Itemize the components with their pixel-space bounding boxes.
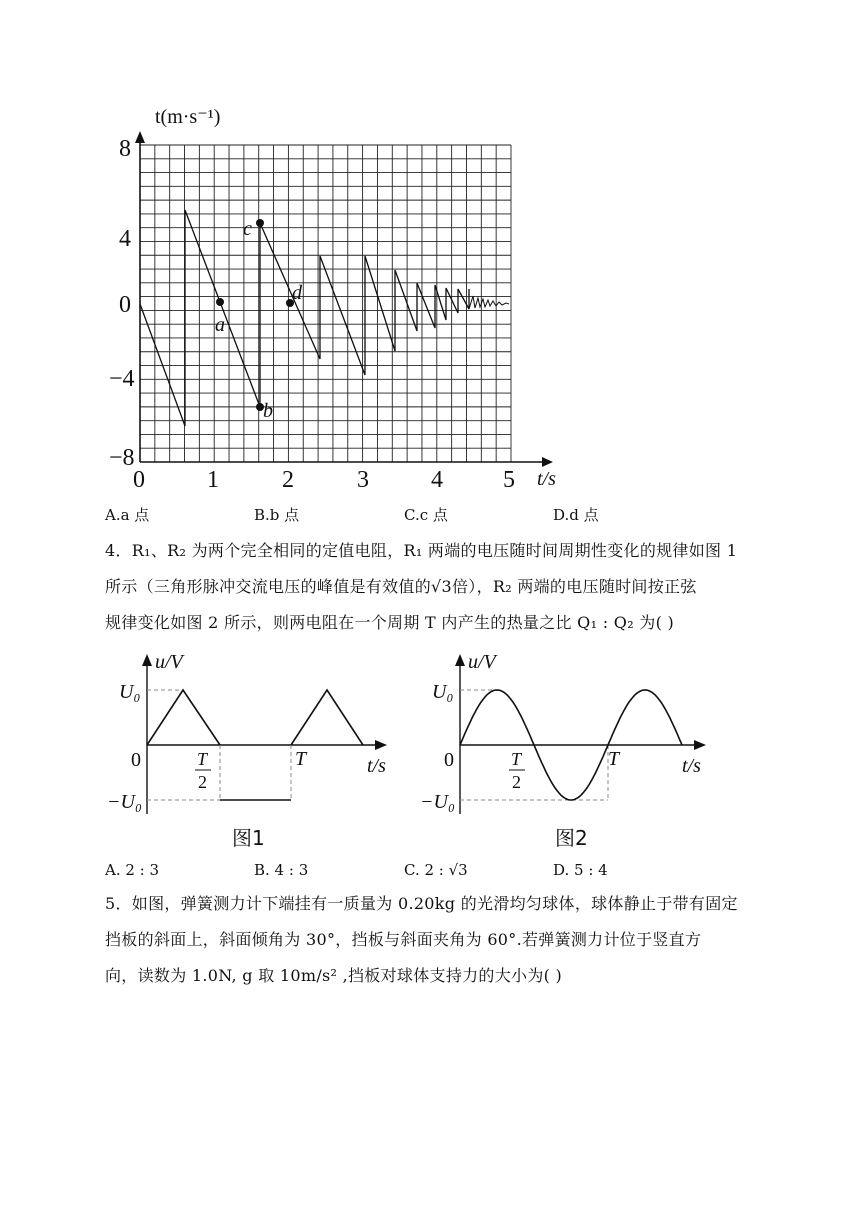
figure-1-triangle-voltage: [105, 648, 395, 848]
q3-option-c[interactable]: C.c 点: [404, 506, 448, 524]
damped-oscillation: [469, 296, 509, 309]
point-c: [256, 219, 264, 227]
q5-line-3: 向，读数为 1.0N, g 取 10m/s² ,挡板对球体支持力的大小为( ): [105, 966, 563, 985]
ytick-8: 8: [119, 136, 131, 162]
svg-text:u/V: u/V: [155, 651, 183, 673]
svg-text:t/s: t/s: [367, 755, 386, 777]
q3-option-d[interactable]: D.d 点: [553, 506, 599, 524]
xtick-3: 3: [357, 467, 369, 493]
svg-text:0: 0: [444, 749, 454, 771]
label-c: c: [243, 218, 252, 240]
q4-line-3: 规律变化如图 2 所示，则两电阻在一个周期 T 内产生的热量之比 Q₁ : Q₂ 为( ): [105, 613, 675, 632]
xtick-2: 2: [282, 467, 294, 493]
graph-grid: [140, 145, 511, 462]
figure-2-sine-voltage: [418, 648, 718, 848]
q4-option-c[interactable]: C. 2 : √3: [404, 861, 468, 879]
velocity-time-graph: [95, 95, 565, 495]
q4-line-2: 所示（三角形脉冲交流电压的峰值是有效值的√3倍），R₂ 两端的电压随时间按正弦: [105, 577, 697, 596]
x-axis-label: t/s: [537, 468, 556, 490]
q4-option-d[interactable]: D. 5 : 4: [553, 861, 608, 879]
point-a: [216, 298, 224, 306]
svg-text:U₀: U₀: [119, 681, 141, 703]
svg-text:T: T: [295, 748, 307, 770]
xtick-1: 1: [207, 467, 219, 493]
q3-option-b[interactable]: B.b 点: [254, 506, 300, 524]
svg-text:t/s: t/s: [682, 755, 701, 777]
y-axis-arrow: [135, 131, 145, 143]
svg-text:u/V: u/V: [468, 651, 496, 673]
svg-text:T: T: [608, 748, 620, 770]
label-b: b: [263, 400, 273, 422]
svg-text:T: T: [197, 749, 208, 769]
q4-option-b[interactable]: B. 4 : 3: [254, 861, 309, 879]
q3-option-a[interactable]: A.a 点: [105, 506, 150, 524]
svg-text:U₀: U₀: [432, 681, 454, 703]
svg-text:0: 0: [131, 749, 141, 771]
ytick-0: 0: [119, 292, 131, 318]
label-d: d: [292, 282, 302, 304]
svg-text:−U₀: −U₀: [420, 791, 455, 813]
label-a: a: [215, 314, 225, 336]
q5-line-2: 挡板的斜面上，斜面倾角为 30°，挡板与斜面夹角为 60°.若弹簧测力计位于竖直方: [105, 930, 702, 949]
figure-1-caption: 图1: [232, 826, 265, 850]
q5-line-1: 5．如图，弹簧测力计下端挂有一质量为 0.20kg 的光滑均匀球体，球体静止于带有固定: [105, 894, 738, 913]
xtick-5: 5: [503, 467, 515, 493]
sawtooth-curve: [140, 210, 469, 426]
svg-text:−U₀: −U₀: [107, 791, 142, 813]
q4-line-1: 4．R₁、R₂ 为两个完全相同的定值电阻，R₁ 两端的电压随时间周期性变化的规律如图 1: [105, 541, 738, 560]
ytick-neg8: −8: [109, 445, 135, 471]
ytick-neg4: −4: [109, 366, 135, 392]
x-axis-arrow: [542, 457, 553, 467]
svg-text:T: T: [511, 749, 522, 769]
svg-text:2: 2: [512, 772, 521, 792]
y-axis-label: t(m·s⁻¹): [155, 106, 221, 128]
q4-option-a[interactable]: A. 2 : 3: [105, 861, 160, 879]
ytick-4: 4: [119, 226, 131, 252]
xtick-4: 4: [431, 467, 443, 493]
svg-text:2: 2: [198, 772, 207, 792]
xtick-0: 0: [133, 467, 145, 493]
figure-2-caption: 图2: [555, 826, 588, 850]
